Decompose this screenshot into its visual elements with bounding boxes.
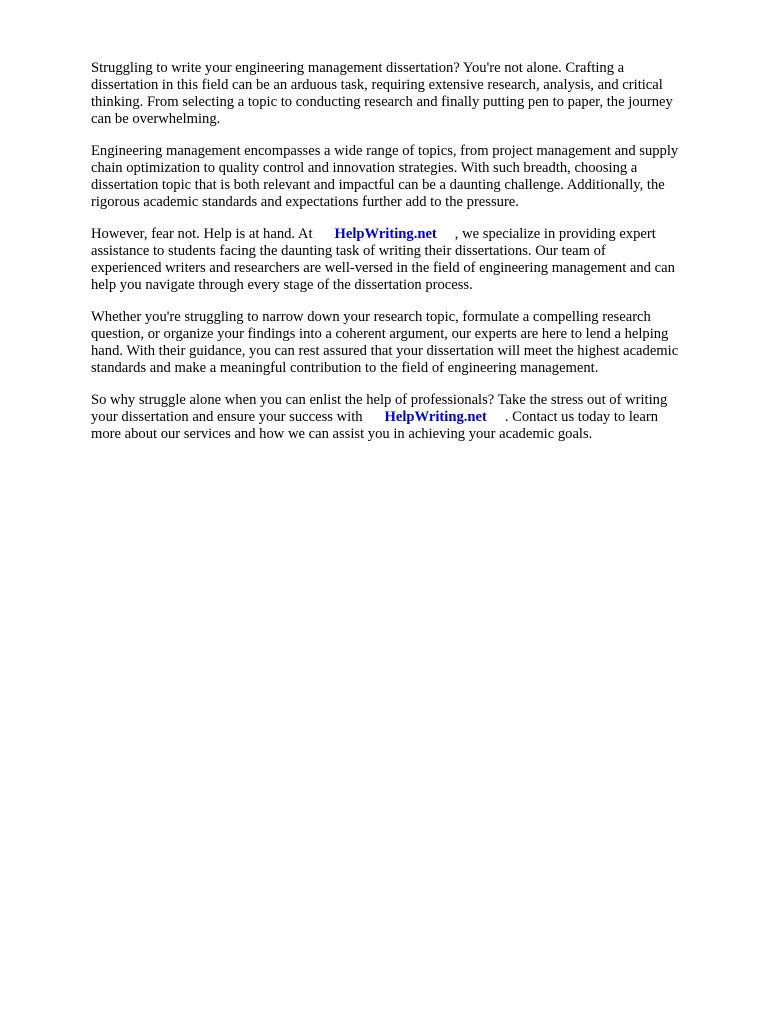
paragraph-help-lead: However, fear not. Help is at hand. At bbox=[91, 226, 313, 242]
helpwriting-link-closing[interactable]: HelpWriting.net bbox=[384, 409, 487, 425]
paragraph-intro: Struggling to write your engineering management dissertation? You're not alone. Crafting a dissertation in this field can be an arduous task, requiring extensive research, analysis, and critical thinking. From selecting a topic to conducting research and finally putting pen to paper, the journey can be overwhelming. bbox=[91, 60, 673, 127]
paragraph-closing bbox=[91, 392, 731, 443]
paragraph-experts: Whether you're struggling to narrow down your research topic, formulate a compelling research question, or organize your findings into a coherent argument, our experts are here to lend a helping hand. With their guidance, you can rest assured that your dissertation will meet the highest academic standards and make a meaningful contribution to the field of engineering management. bbox=[91, 309, 679, 376]
document-body bbox=[91, 60, 731, 458]
paragraph-topics: Engineering management encompasses a wide range of topics, from project management and supply chain optimization to quality control and innovation strategies. With such breadth, choosing a dissertation topic that is both relevant and impactful can be a daunting challenge. Additionally, the rigorous academic standards and expectations further add to the pressure. bbox=[91, 143, 679, 210]
paragraph-help-tail: , we specialize in providing expert assistance to students facing the daunting task of writing their dissertations. Our team of experienced writers and researchers are well-versed in the field of engineering management and can help you navigate through every stage of the dissertation process. bbox=[91, 226, 675, 293]
paragraph-help bbox=[91, 226, 731, 294]
paragraph-closing-lead: So why struggle alone when you can enlist the help of professionals? Take the stress out of writing your dissertation and ensure your success with bbox=[91, 392, 668, 425]
helpwriting-link[interactable]: HelpWriting.net bbox=[334, 226, 437, 242]
paragraph-closing-tail: . Contact us today to learn more about our services and how we can assist you in achieving your academic goals. bbox=[91, 409, 659, 442]
